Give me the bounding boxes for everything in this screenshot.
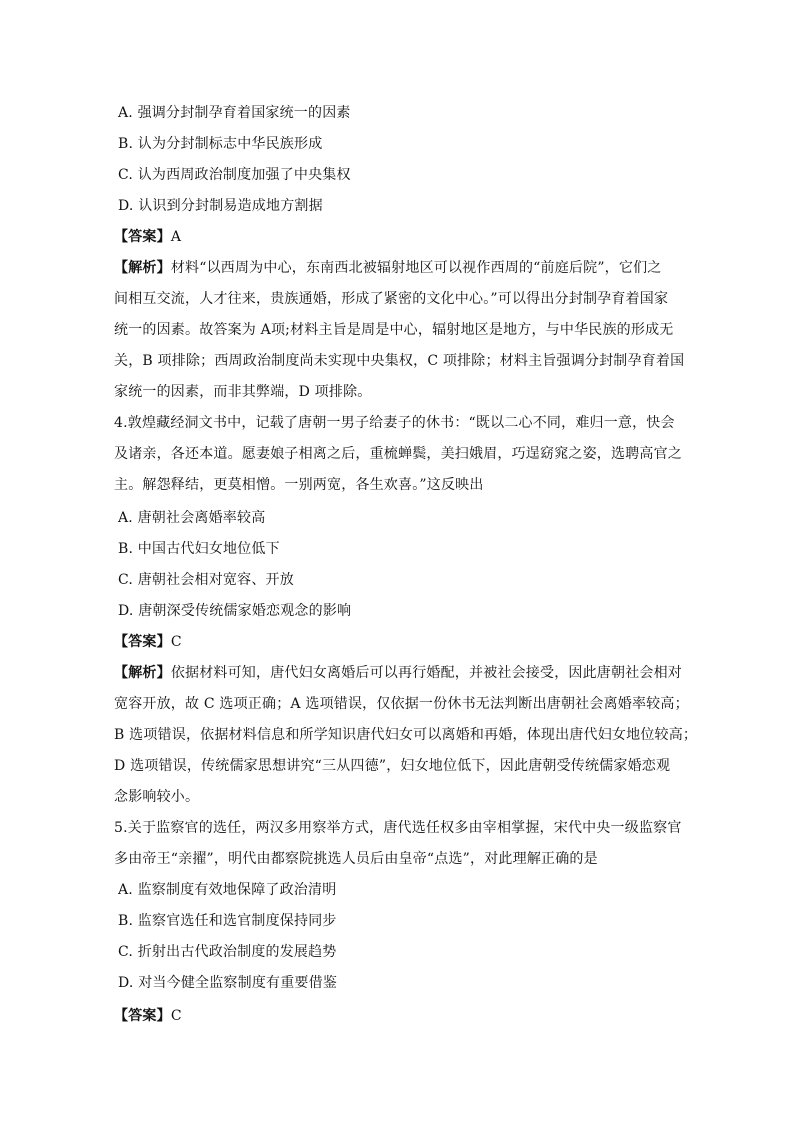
q3-option-a: A. 强调分封制孕育着国家统一的因素: [118, 105, 351, 121]
q5-option-b: B. 监察官选任和选官制度保持同步: [118, 913, 337, 929]
q3-analysis-line-5: 家统一的因素，而非其弊端，D 项排除。: [114, 384, 372, 400]
q4-stem-line-3: 主。解怨释结，更莫相憎。一别两宽，各生欢喜。”这反映出: [114, 477, 484, 493]
q4-stem-line-1: 4.敦煌藏经洞文书中，记载了唐朝一男子给妻子的休书：“既以二心不同，难归一意，快会: [114, 415, 675, 431]
q4-analysis-label: 【解析】: [114, 665, 171, 681]
q4-analysis-line-3: B 选项错误，依据材料信息和所学知识唐代妇女可以离婚和再婚，体现出唐代妇女地位较高；: [114, 727, 698, 743]
q5-option-d: D. 对当今健全监察制度有重要借鉴: [118, 975, 338, 991]
q4-analysis-line-1: [114, 664, 683, 682]
q3-answer-label: 【答案】: [114, 229, 171, 245]
q5-option-a: A. 监察制度有效地保障了政治清明: [118, 882, 337, 898]
q5-answer-label: 【答案】: [114, 1008, 171, 1024]
q4-answer: [114, 633, 674, 651]
q4-answer-value: C: [170, 634, 182, 650]
q5-stem-line-2: 多由帝王“亲擢”，明代由都察院挑选人员后由皇帝“点选”，对此理解正确的是: [114, 851, 598, 867]
q5-stem-line-1: 5.关于监察官的选任，两汉多用察举方式，唐代选任权多由宰相掌握，宋代中央一级监察官: [114, 820, 682, 836]
q4-option-c: C. 唐朝社会相对宽容、开放: [118, 572, 294, 588]
q5-answer-value: C: [170, 1008, 182, 1024]
q4-analysis-line-4: D 选项错误，传统儒家思想讲究“三从四德”，妇女地位低下，因此唐朝受传统儒家婚恋观: [114, 758, 671, 774]
q4-analysis-text-1: 依据材料可知，唐代妇女离婚后可以再行婚配，并被社会接受，因此唐朝社会相对: [170, 665, 683, 681]
q3-analysis-line-3: 统一的因素。故答案为 A项;材料主旨是周是中心，辐射地区是地方，与中华民族的形成无: [114, 322, 674, 338]
q3-analysis-line-2: 间相互交流，人才往来，贵族通婚，形成了紧密的文化中心。”可以得出分封制孕育着国家: [114, 291, 669, 307]
q4-option-a: A. 唐朝社会离婚率较高: [118, 510, 266, 526]
q4-stem-line-2: 及诸亲，各还本道。愿妻娘子相离之后，重梳蝉鬓，美扫娥眉，巧逞窈窕之姿，选聘高官之: [114, 446, 682, 462]
q4-analysis-line-5: 念影响较小。: [114, 789, 200, 805]
q3-answer: [114, 228, 674, 246]
q3-answer-value: A: [170, 229, 182, 245]
q3-analysis-label: 【解析】: [114, 260, 171, 276]
q3-option-d: D. 认识到分封制易造成地方割据: [118, 198, 323, 214]
q3-analysis-line-1: [114, 259, 674, 277]
q5-option-c: C. 折射出古代政治制度的发展趋势: [118, 944, 337, 960]
q4-option-b: B. 中国古代妇女地位低下: [118, 541, 280, 557]
q3-analysis-text-1: 材料“以西周为中心，东南西北被辐射地区可以视作西周的“前庭后院”，它们之: [170, 260, 662, 276]
q4-answer-label: 【答案】: [114, 634, 171, 650]
q3-option-b: B. 认为分封制标志中华民族形成: [118, 136, 323, 152]
q4-analysis-line-2: 宽容开放，故 C 选项正确；A 选项错误，仅依据一份休书无法判断出唐朝社会离婚率较高；: [114, 696, 689, 712]
q3-option-c: C. 认为西周政治制度加强了中央集权: [118, 167, 351, 183]
q4-option-d: D. 唐朝深受传统儒家婚恋观念的影响: [118, 603, 352, 619]
q5-answer: [114, 1007, 674, 1025]
q3-analysis-line-4: 关，B 项排除；西周政治制度尚未实现中央集权，C 项排除；材料主旨强调分封制孕育着国: [114, 353, 685, 369]
